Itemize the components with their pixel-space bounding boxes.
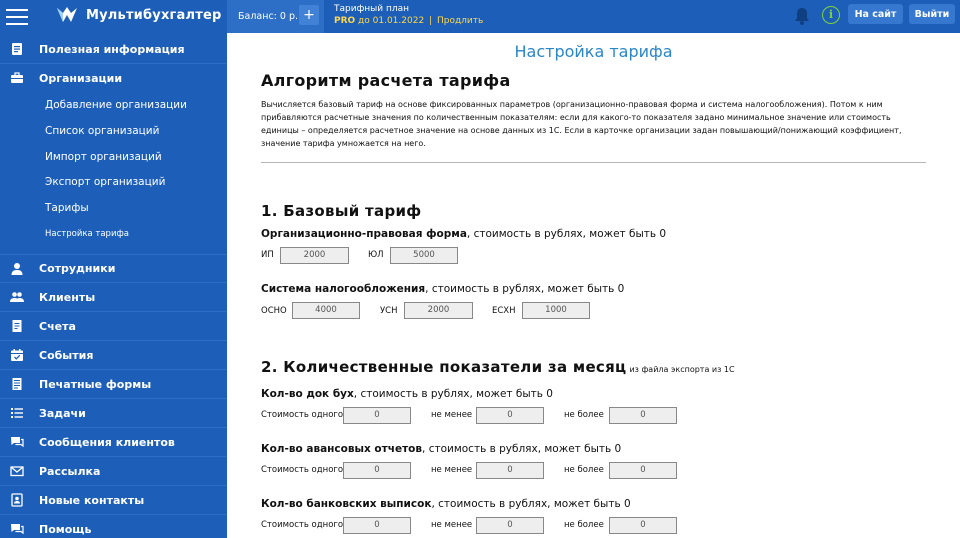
go-to-site-button[interactable]: На сайт xyxy=(848,4,903,24)
min-label: не менее xyxy=(431,520,473,530)
docs-suffix: , стоимость в рублях, может быть 0 xyxy=(353,388,553,400)
advance-reports-max-input[interactable]: 0 xyxy=(609,462,677,479)
help-icon xyxy=(10,522,24,536)
legal-form-caption xyxy=(261,228,666,240)
divider xyxy=(261,162,926,163)
sidebar-item-label: Клиенты xyxy=(39,290,96,304)
usn-label: УСН xyxy=(380,306,398,316)
section-quantity-note: из файла экспорта из 1С xyxy=(629,365,735,374)
balance-label: Баланс: 0 р. xyxy=(238,11,299,22)
sidebar-item-employees[interactable] xyxy=(0,254,227,283)
sub-item-organization-list[interactable]: Список организаций xyxy=(45,125,160,137)
sidebar-item-tasks[interactable] xyxy=(0,399,227,428)
bank-statements-max-input[interactable]: 0 xyxy=(609,517,677,534)
top-up-button[interactable]: + xyxy=(299,5,319,25)
sidebar-item-label: Новые контакты xyxy=(39,493,145,507)
bell-icon[interactable] xyxy=(792,6,812,26)
algorithm-heading: Алгоритм расчета тарифа xyxy=(261,71,511,90)
info-icon[interactable]: i xyxy=(822,6,840,24)
max-label: не более xyxy=(564,465,604,475)
unit-cost-label: Стоимость одного xyxy=(261,465,344,475)
chat-icon xyxy=(10,435,24,449)
sidebar-item-label: Рассылка xyxy=(39,464,101,478)
logout-button[interactable]: Выйти xyxy=(909,4,955,24)
sidebar-item-invoices[interactable] xyxy=(0,312,227,341)
logo-text: Мультибухгалтер xyxy=(86,7,222,23)
unit-cost-label: Стоимость одного xyxy=(261,410,344,420)
sidebar-item-label: Задачи xyxy=(39,406,86,420)
ip-cost-input[interactable]: 2000 xyxy=(280,247,349,264)
ul-cost-input[interactable]: 5000 xyxy=(390,247,458,264)
section-quantity-title: 2. Количественные показатели за месяц xyxy=(261,358,627,376)
sidebar-item-label: Счета xyxy=(39,319,76,333)
sidebar-item-label: Помощь xyxy=(39,523,92,536)
section-quantity-heading xyxy=(261,358,735,376)
calendar-icon xyxy=(10,348,24,362)
top-bar xyxy=(0,0,960,33)
person-icon xyxy=(10,262,24,276)
sidebar-item-new-contacts[interactable] xyxy=(0,486,227,515)
sidebar-item-client-messages[interactable] xyxy=(0,428,227,457)
page-title: Настройка тарифа xyxy=(514,42,673,61)
usn-cost-input[interactable]: 2000 xyxy=(404,302,473,319)
form-icon xyxy=(10,377,24,391)
main-content xyxy=(227,33,960,538)
sidebar-item-events[interactable] xyxy=(0,341,227,370)
osno-label: ОСНО xyxy=(261,306,287,316)
max-label: не более xyxy=(564,410,604,420)
document-icon xyxy=(10,42,24,56)
legal-form-title: Организационно-правовая форма xyxy=(261,228,467,240)
logo-icon xyxy=(56,6,78,24)
sub-item-tariffs[interactable]: Тарифы xyxy=(45,202,89,214)
advance-reports-suffix: , стоимость в рублях, может быть 0 xyxy=(422,443,622,455)
tax-system-caption xyxy=(261,283,624,295)
ul-label: ЮЛ xyxy=(368,250,384,260)
section-base-tariff-heading: 1. Базовый тариф xyxy=(261,202,422,220)
ip-label: ИП xyxy=(261,250,274,260)
plan-title: Тарифный план xyxy=(334,4,410,14)
bank-statements-title: Кол-во банковских выписок xyxy=(261,498,432,510)
advance-reports-caption xyxy=(261,443,621,455)
unit-cost-label: Стоимость одного xyxy=(261,520,344,530)
min-label: не менее xyxy=(431,465,473,475)
docs-unit-cost-input[interactable]: 0 xyxy=(343,407,411,424)
sidebar-item-mailing[interactable] xyxy=(0,457,227,486)
bank-statements-caption xyxy=(261,498,631,510)
sidebar-item-help[interactable] xyxy=(0,515,227,538)
sidebar-item-organizations[interactable] xyxy=(0,64,227,93)
plan-separator: | xyxy=(429,16,433,26)
advance-reports-unit-cost-input[interactable]: 0 xyxy=(343,462,411,479)
sidebar-item-label: Полезная информация xyxy=(39,42,185,56)
eskhn-label: ЕСХН xyxy=(492,306,516,316)
min-label: не менее xyxy=(431,410,473,420)
sidebar-item-label: События xyxy=(39,348,94,362)
extend-plan-link[interactable]: Продлить xyxy=(436,16,484,26)
bank-statements-suffix: , стоимость в рублях, может быть 0 xyxy=(431,498,631,510)
sidebar-item-label: Печатные формы xyxy=(39,377,152,391)
sub-item-add-organization[interactable]: Добавление организации xyxy=(45,99,187,111)
tax-system-suffix: , стоимость в рублях, может быть 0 xyxy=(425,283,625,295)
sub-item-tariff-settings[interactable]: Настройка тарифа xyxy=(45,229,129,239)
tariff-plan xyxy=(334,3,483,27)
algorithm-description: Вычисляется базовый тариф на основе фиксированных параметров (организационно-правовая форма и система налогообложения). Потом к ним прибавляются расчетные значения по количественным показателям: если для какого-то показателя задано минимальное значение или стоимость единицы – определяется расчетное значение на основе данных из 1С. Если в карточке организации задан повышающий/понижающий коэффициент, значение тарифа умножается на него. xyxy=(261,100,902,148)
logo[interactable] xyxy=(56,4,221,26)
plan-name: PRO xyxy=(334,16,356,26)
mail-icon xyxy=(10,464,24,478)
sidebar-item-label: Сотрудники xyxy=(39,262,116,275)
bank-statements-min-input[interactable]: 0 xyxy=(476,517,544,534)
docs-min-input[interactable]: 0 xyxy=(476,407,544,424)
tasks-icon xyxy=(10,406,24,420)
tax-system-title: Система налогообложения xyxy=(261,283,426,295)
advance-reports-title: Кол-во авансовых отчетов xyxy=(261,443,423,455)
sidebar-item-print-forms[interactable] xyxy=(0,370,227,399)
contacts-icon xyxy=(10,493,24,507)
plan-info xyxy=(334,15,483,27)
briefcase-icon xyxy=(10,71,24,85)
users-icon xyxy=(10,290,24,304)
advance-reports-min-input[interactable]: 0 xyxy=(476,462,544,479)
docs-title: Кол-во док бух xyxy=(261,388,354,400)
sidebar xyxy=(0,33,227,538)
sidebar-item-clients[interactable] xyxy=(0,283,227,312)
sidebar-item-useful-info[interactable] xyxy=(0,35,227,64)
docs-max-input[interactable]: 0 xyxy=(609,407,677,424)
osno-cost-input[interactable]: 4000 xyxy=(292,302,360,319)
legal-form-suffix: , стоимость в рублях, может быть 0 xyxy=(466,228,667,240)
max-label: не более xyxy=(564,520,604,530)
sub-item-import-organizations[interactable]: Импорт организаций xyxy=(45,151,162,163)
plan-until: до 01.01.2022 xyxy=(355,16,425,26)
sidebar-item-label: Сообщения клиентов xyxy=(39,435,175,449)
sub-item-export-organizations[interactable]: Экспорт организаций xyxy=(45,176,166,188)
docs-caption xyxy=(261,388,553,400)
sidebar-item-label: Организации xyxy=(39,72,123,85)
invoice-icon xyxy=(10,319,24,333)
bank-statements-unit-cost-input[interactable]: 0 xyxy=(343,517,411,534)
eskhn-cost-input[interactable]: 1000 xyxy=(522,302,590,319)
menu-icon[interactable] xyxy=(0,0,33,33)
balance-panel xyxy=(227,0,324,33)
